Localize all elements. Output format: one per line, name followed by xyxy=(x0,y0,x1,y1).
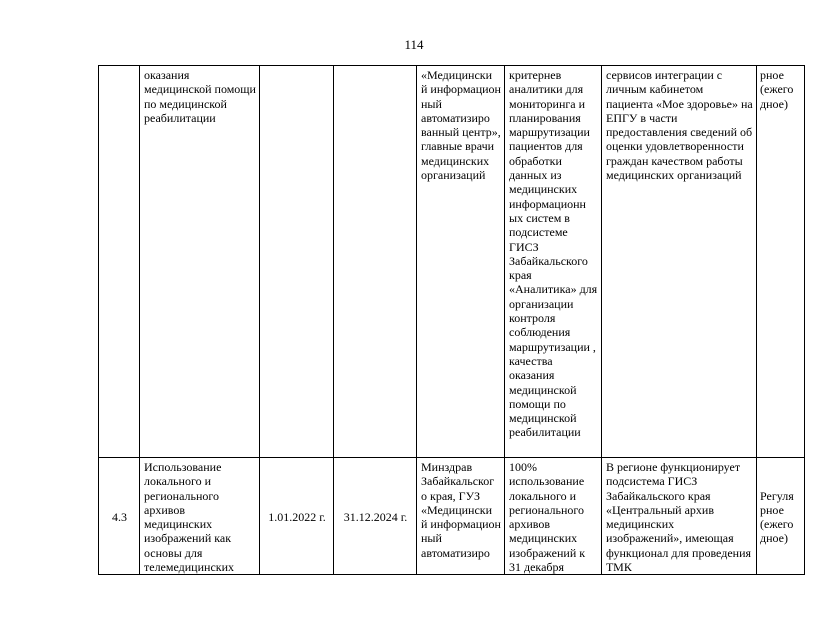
activity-cell: Использование локального и регионального архивов медицинских изображений как основы для телемедицинских xyxy=(140,458,260,575)
result-cell: критернев аналитики для мониторинга и планирования маршрутизации пациентов для обработки данных из медицинских информационн ых систем в подсистеме ГИСЗ Забайкальского края «Аналитика» для организации контроля соблюдения маршрутизации , качества оказания медицинской помощи по медицинской реабилитации xyxy=(505,66,602,458)
start-date-cell xyxy=(260,66,334,458)
frequency-cell: рное (ежего дное) xyxy=(757,66,805,458)
row-number-cell xyxy=(99,66,140,458)
description-cell: сервисов интеграции с личным кабинетом пациента «Мое здоровье» на ЕПГУ в части предоставления сведений об оценки удовлетворенности граждан качеством работы медицинских организаций xyxy=(602,66,757,458)
document-table xyxy=(98,65,805,575)
responsible-cell: Минздрав Забайкальског о края, ГУЗ «Медицински й информацион ный автоматизиро xyxy=(417,458,505,575)
table-row xyxy=(99,458,805,575)
end-date-cell: 31.12.2024 г. xyxy=(334,458,417,575)
responsible-cell: «Медицински й информацион ный автоматизиро ванный центр», главные врачи медицинских организаций xyxy=(417,66,505,458)
row-number-cell: 4.3 xyxy=(99,458,140,575)
end-date-cell xyxy=(334,66,417,458)
page-number: 114 xyxy=(404,37,424,52)
description-cell: В регионе функционирует подсистема ГИСЗ Забайкальского края «Центральный архив медицинских изображений», имеющая функционал для проведения ТМК xyxy=(602,458,757,575)
frequency-cell: Регуля рное (ежего дное) xyxy=(757,458,805,575)
result-cell: 100% использование локального и регионального архивов медицинских изображений к 31 декабря xyxy=(505,458,602,575)
start-date-cell: 1.01.2022 г. xyxy=(260,458,334,575)
activity-cell: оказания медицинской помощи по медицинской реабилитации xyxy=(140,66,260,458)
table-row xyxy=(99,66,805,458)
